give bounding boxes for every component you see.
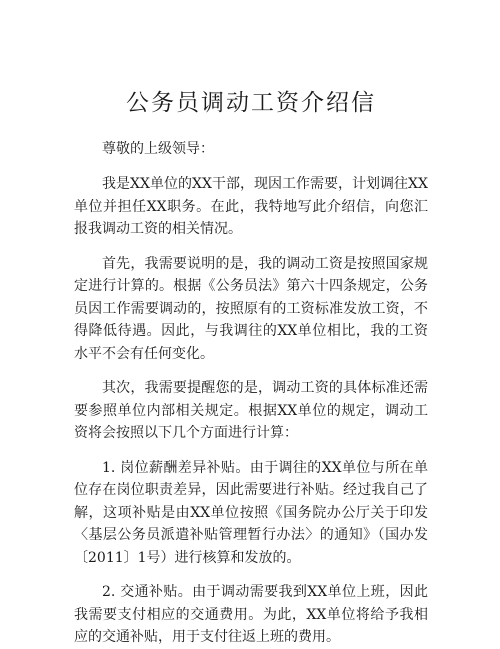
salutation: 尊敬的上级领导： — [102, 141, 214, 157]
paragraph-item-1: 1. 岗位薪酬差异补贴。由于调往的XX单位与所在单位存在岗位职责差异，因此需要进行补贴。经过我自己了解，这项补贴是由XX单位按照《国务院办公厅关于印发〈基层公务员派遣补贴管理暂行办法〉的通知》（国办发〔2011〕1号）进行核算和发放的。 — [74, 459, 428, 566]
document-title: 公务员调动工资介绍信 — [126, 90, 376, 116]
paragraph-item-2: 2. 交通补贴。由于调动需要我到XX单位上班，因此我需要支付相应的交通费用。为此，XX单位将给予我相应的交通补贴，用于支付往返上班的费用。 — [74, 584, 428, 645]
paragraph-first-point: 首先，我需要说明的是，我的调动工资是按照国家规定进行计算的。根据《公务员法》第六十四条规定，公务员因工作需要调动的，按照原有的工资标准发放工资，不得降低待遇。因此，与我调往的XX单位相比，我的工资水平不会有任何变化。 — [74, 255, 428, 362]
paragraph-second-point: 其次，我需要提醒您的是，调动工资的具体标准还需要参照单位内部相关规定。根据XX单位的规定，调动工资将会按照以下几个方面进行计算： — [74, 380, 428, 441]
paragraph-intro: 我是XX单位的XX干部，现因工作需要，计划调往XX单位并担任XX职务。在此，我特地写此介绍信，向您汇报我调动工资的相关情况。 — [74, 176, 428, 237]
